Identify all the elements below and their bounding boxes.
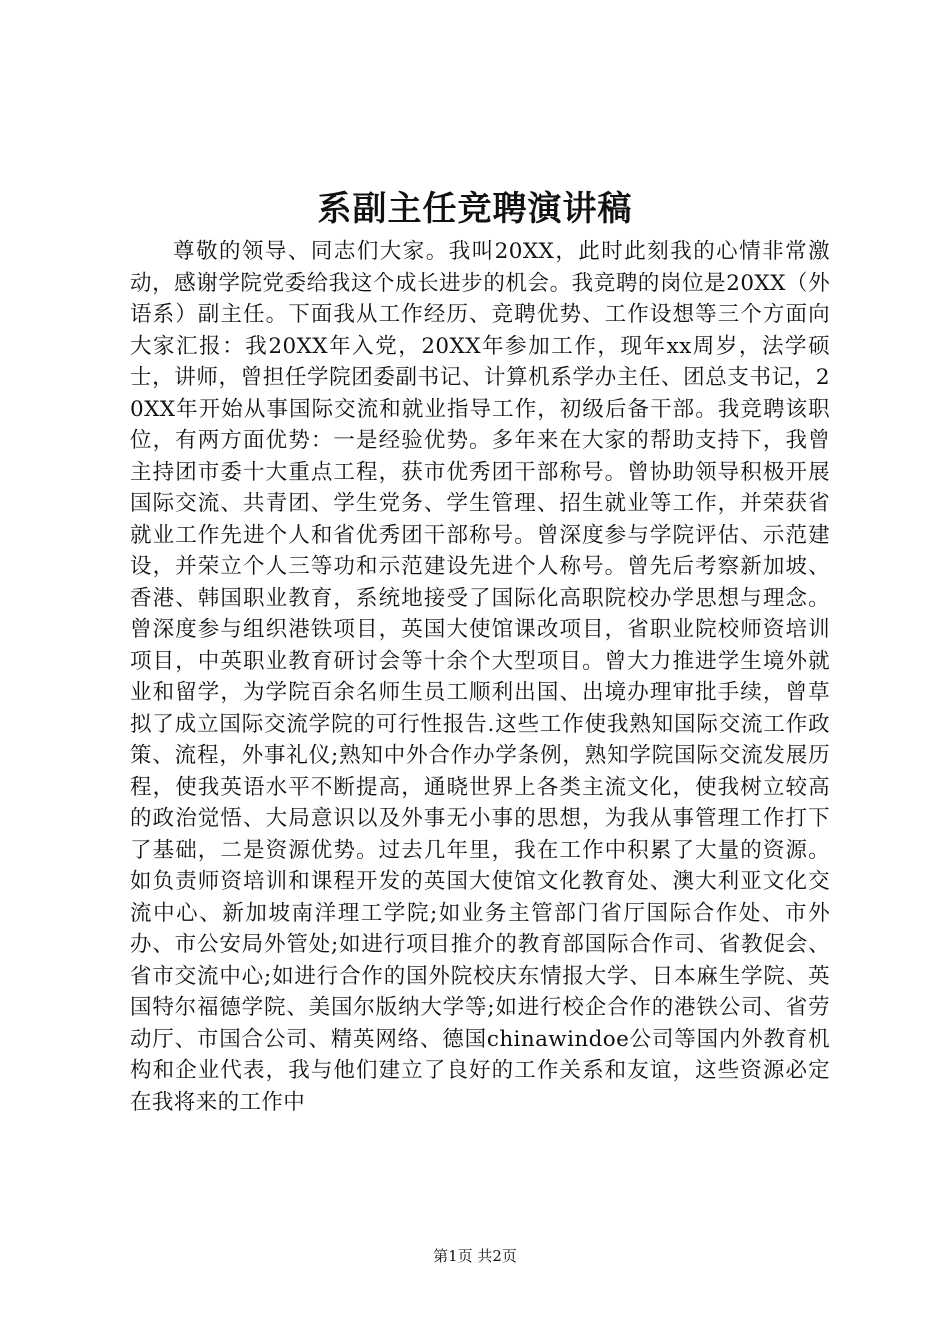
document-body: 尊敬的领导、同志们大家。我叫20XX，此时此刻我的心情非常激动，感谢学院党委给我这个成长进步的机会。我竞聘的岗位是20XX（外语系）副主任。下面我从工作经历、竞聘优势、工作设想等三个方面向大家汇报：我20XX年入党，20XX年参加工作，现年xx周岁，法学硕士，讲师，曾担任学院团委副书记、计算机系学办主任、团总支书记，20XX年开始从事国际交流和就业指导工作，初级后备干部。我竞聘该职位，有两方面优势：一是经验优势。多年来在大家的帮助支持下，我曾主持团市委十大重点工程，获市优秀团干部称号。曾协助领导积极开展国际交流、共青团、学生党务、学生管理、招生就业等工作，并荣获省就业工作先进个人和省优秀团干部称号。曾深度参与学院评估、示范建设，并荣立个人三等功和示范建设先进个人称号。曾先后考察新加坡、香港、韩国职业教育，系统地接受了国际化高职院校办学思想与理念。曾深度参与组织港铁项目，英国大使馆课改项目，省职业院校师资培训项目，中英职业教育研讨会等十余个大型项目。曾大力推进学生境外就业和留学，为学院百余名师生员工顺利出国、出境办理审批手续，曾草拟了成立国际交流学院的可行性报告.这些工作使我熟知国际交流工作政策、流程，外事礼仪;熟知中外合作办学条例，熟知学院国际交流发展历程，使我英语水平不断提高，通晓世界上各类主流文化，使我树立较高的政治觉悟、大局意识以及外事无小事的思想，为我从事管理工作打下了基础，二是资源优势。过去几年里，我在工作中积累了大量的资源。如负责师资培训和课程开发的英国大使馆文化教育处、澳大利亚文化交流中心、新加坡南洋理工学院;如业务主管部门省厅国际合作处、市外办、市公安局外管处;如进行项目推介的教育部国际合作司、省教促会、省市交流中心;如进行合作的国外院校庆东情报大学、日本麻生学院、英国特尔福德学院、美国尔版纳大学等;如进行校企合作的港铁公司、省劳动厅、市国合公司、精英网络、德国chinawindoe公司等国内外教育机构和企业代表，我与他们建立了良好的工作关系和友谊，这些资源必定在我将来的工作中	[130, 239, 830, 1115]
page-footer: 第1页 共2页	[433, 1247, 517, 1265]
document-title: 系副主任竞聘演讲稿	[317, 189, 633, 229]
